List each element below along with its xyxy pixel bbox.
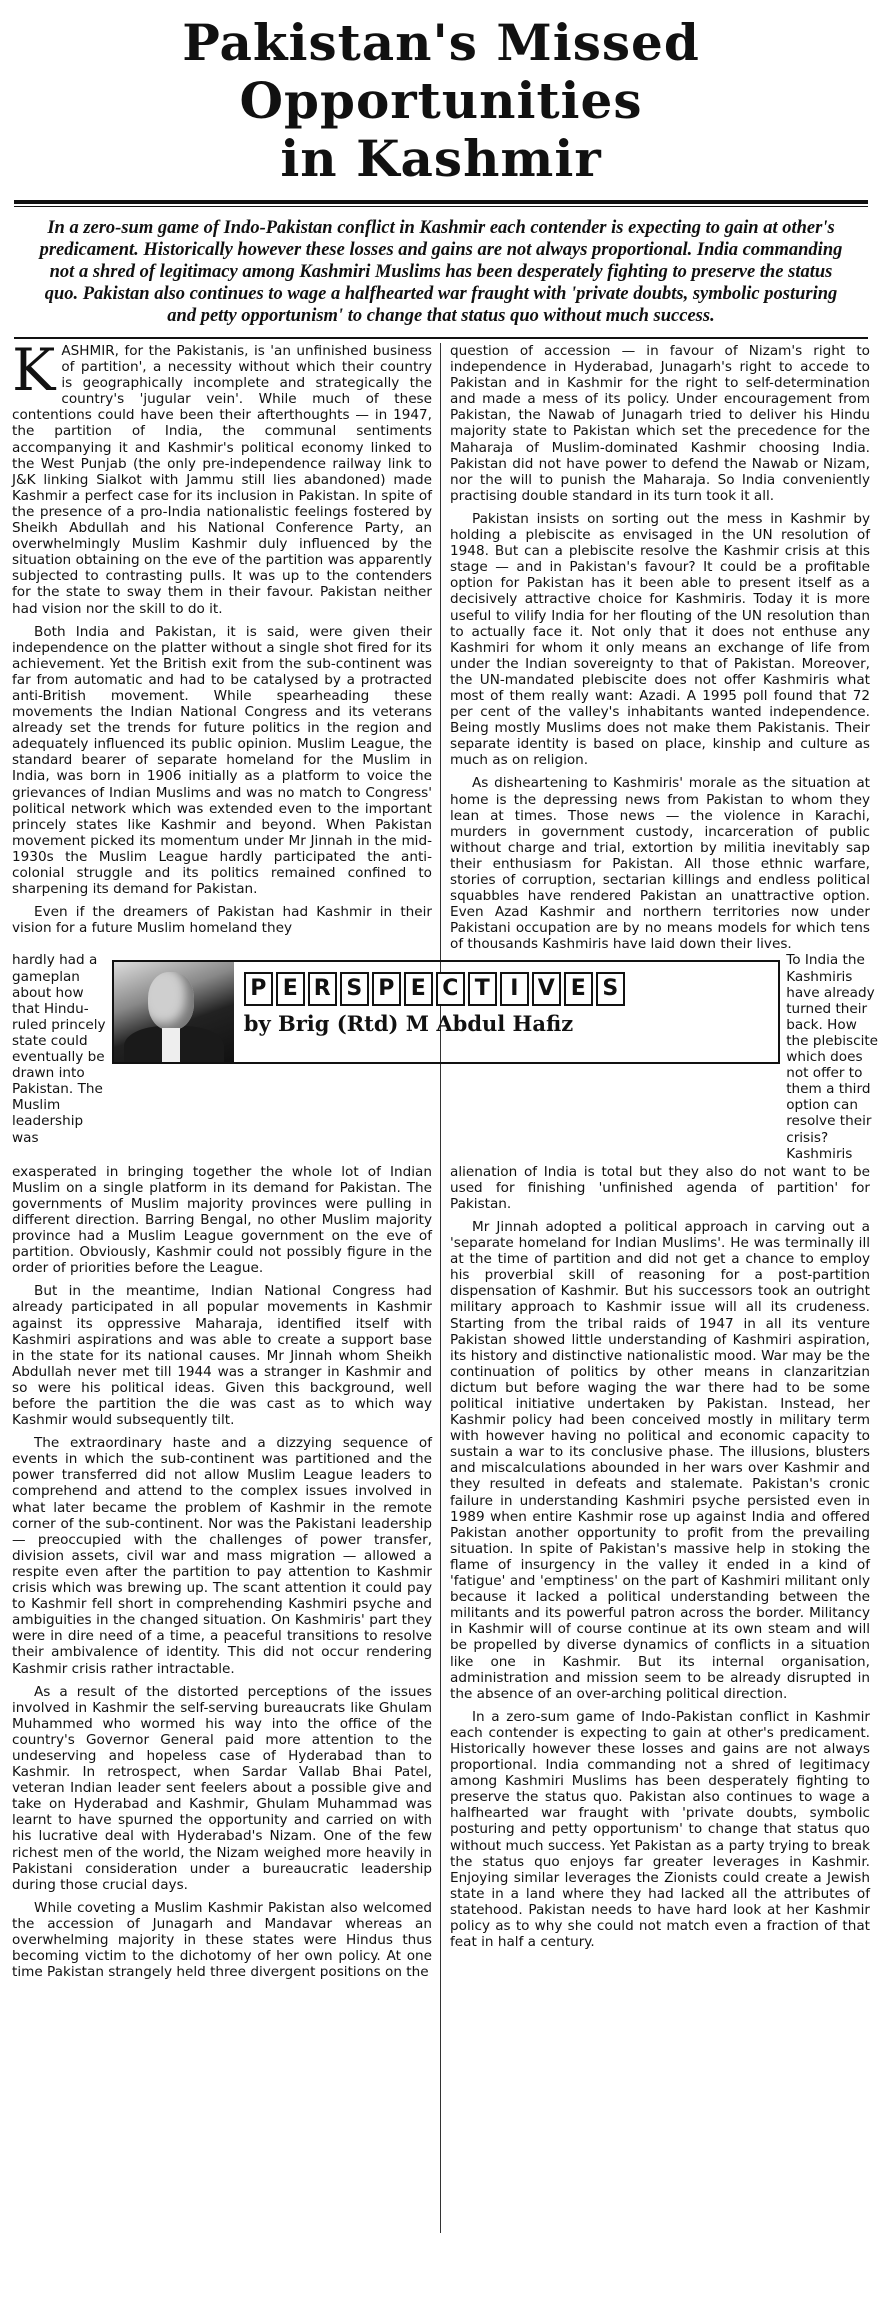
top-rule	[14, 200, 868, 204]
perspectives-content	[234, 962, 778, 1062]
perspectives-box	[112, 960, 780, 1064]
author-byline: by Brig (Rtd) M Abdul Hafiz	[243, 1011, 574, 1037]
perspectives-label	[244, 972, 778, 1006]
perspectives-row	[12, 952, 882, 1161]
perspectives-letter: I	[500, 972, 529, 1006]
standfirst-rule	[14, 337, 868, 339]
perspectives-letter: P	[244, 972, 273, 1006]
left-paragraph-6: As a result of the distorted perceptions of the issues involved in Kashmir the self-serving bureaucrats like Ghulam Muhammed who wormed his way into the office of the country's Governor General paid more attention to the undeserving and hopeless case of Hyderabad than to Kashmir. In retrospect, when Sardar Vallab Bhai Patel, veteran Indian leader sent feelers about a possible give and take on Hyderabad and Kashmir, Ghulam Muhammad was learnt to have spurned the opportunity and carried on with his lucrative deal with Hyderabad's Nizam. One of the few richest men of the world, the Nizam weighed more heavily in Pakistani consideration under a bureaucratic leadership during those crucial days.	[12, 1683, 432, 1893]
left-paragraph-4: But in the meantime, Indian National Congress had already participated in all popular movements in Kashmir against its oppressive Maharaja, identified itself with Kashmiri aspirations and was able to create a support base in the state for its national causes. Mr Jinnah whom Sheikh Abdullah never met till 1944 was a stranger in Kashmir and so were his political ideas. Given this background, well before the partition the die was cast as to which way Kashmir would subsequently tilt.	[12, 1283, 432, 1429]
right-paragraph-4b: alienation of India is total but they also do not want to be used for finishing 'unfinished agenda of partition' for Pakistan.	[450, 1163, 870, 1212]
perspectives-letter: C	[436, 972, 465, 1006]
perspectives-letter: R	[308, 972, 337, 1006]
headline-line-2: Opportunities	[239, 71, 643, 130]
perspectives-letter: E	[564, 972, 593, 1006]
perspectives-letter: P	[372, 972, 401, 1006]
perspectives-letter: T	[468, 972, 497, 1006]
lower-columns	[12, 1164, 870, 1988]
right-paragraph-3: As disheartening to Kashmiris' morale as the situation at home is the depressing news from Pakistan to whom they lean at times. Those news — the violence in Karachi, murders in government custody, incarceration of public without charge and trial, extortion by militia inevitably sap their enthusiasm for Pakistan. All those ethnic warfare, stories of corruption, sectarian killings and endless political squabbles have rendered Pakistan an unattractive option. Even Azad Kashmir and northern territories now under Pakistani occupation are by no means models for which tens of thousands Kashmiris have laid down their lives.	[450, 775, 870, 953]
headline	[131, 0, 751, 188]
perspectives-letter: V	[532, 972, 561, 1006]
left-column-lower	[12, 1164, 432, 1988]
right-side-text: To India the Kashmiris have already turned their back. How the plebiscite which does not offer to them a third option can resolve their crisis? Kashmiris	[786, 952, 879, 1162]
left-paragraph-7: While coveting a Muslim Kashmir Pakistan also welcomed the accession of Junagarh and Mandavar whereas an overwhelming majority in these states were Hindus thus becoming victim to the dichotomy of her own policy. At one time Pakistan strangely held three divergent positions on the	[12, 1899, 432, 1981]
right-column-upper	[450, 343, 870, 952]
perspectives-letter: S	[340, 972, 369, 1006]
right-paragraph-2: Pakistan insists on sorting out the mess in Kashmir by holding a plebiscite as envisaged in the UN resolution of 1948. But can a plebiscite resolve the Kashmir crisis at this stage — and in Pakistan's favour? It could be a profitable option for Pakistan has it been able to present itself as a decisively attractive choice for Kashmiris. Today it is more useful to vilify India for her flouting of the UN resolution than to actually face it. Not only that it does not enthuse any Kashmiri for whom it only means an exchange of life from under the Indian sovereignty to that of Pakistan. Moreover, the UN-mandated plebiscite does not offer Kashmiris what most of them really want: Azadi. A 1995 poll found that 72 per cent of the valley's inhabitants wanted independence. Being mostly Muslims does not make them Pakistanis. Their separate identity is based on place, kinship and culture as much as on religion.	[450, 510, 870, 769]
top-rule-thin	[14, 206, 868, 207]
left-paragraph-5: The extraordinary haste and a dizzying sequence of events in which the sub-continent was partitioned and the power transferred did not allow Muslim League leaders to comprehend and attend to the complex issues involved in what later became the problem of Kashmir in the remote corner of the sub-continent. Nor was the Pakistani leadership — preoccupied with the challenges of power transfer, division assets, civil war and mass migration — allowed a respite even after the partition to pay attention to Kashmir crisis which was brewing up. The scant attention it could pay to Kashmir fell short in comprehending Kashmiri psyche and ambiguities in the changed situation. On Kashmiris' part they were in dire need of a time, a peaceful transitions to resolve their ambivalence of identity. This did not occur rendering Kashmir crisis rather intractable.	[12, 1435, 432, 1677]
standfirst: In a zero-sum game of Indo-Pakistan conflict in Kashmir each contender is expecting to gain at other's predicament. Historically however these losses and gains are not always proportional. India commanding not a shred of legitimacy among Kashmiri Muslims has been desperately fighting to preserve the status quo. Pakistan also continues to wage a halfhearted war fraught with 'private doubts, symbolic posturing and petty opportunism' to change that status quo without much success.	[39, 218, 843, 326]
perspectives-letter: E	[276, 972, 305, 1006]
left-side-text: hardly had a gameplan about how that Hindu-ruled princely state could eventually be drawn into Pakistan. The Muslim leadership was	[12, 952, 106, 1146]
left-paragraph-1: KASHMIR, for the Pakistanis, is 'an unfinished business of partition', a necessity without which their country is geographically incomplete and strategically the country's 'jugular vein'. While much of these contentions could have been their afterthoughts — in 1947, the partition of India, the communal sentiments accompanying it and Kashmir's political economy linked to the West Punjab (the only pre-independence railway link to J&K linking Sialkot with Jammu still lies abandoned) made Kashmir a perfect case for its inclusion in Pakistan. In spite of the presence of a pro-India nationalistic feelings fostered by Sheikh Abdullah and his National Conference Party, an overwhelmingly Muslim Kashmir duly influenced by the situation obtaining on the eve of the partition was apparently subjected to contrasting pulls. It was up to the contenders for the state to sway them in their favour. Pakistan neither had vision nor the skill to do it.	[12, 336, 432, 617]
right-paragraph-5: Mr Jinnah adopted a political approach in carving out a 'separate homeland for Indian Muslims'. He was terminally ill at the time of partition and did not get a chance to employ his proverbial skill of reasoning for a post-partition dispensation of Kashmir. But his successors took an outright military approach to Kashmir issue will all its crudeness. Starting from the tribal raids of 1947 in all its venture Pakistan showed little understanding of Kashmiri aspiration, its history and distinctive nationalistic mood. War may be the continuation of politics by other means in clanzaritzian dictum but before waging the war there had to be some political initiative undertaken by Pakistan. Instead, her Kashmir policy had been conceived mostly in military term with however having no political and economic capacity to sustain a war to its conclusive phase. The illusions, blusters and miscalculations abounded in her wars over Kashmir and they resulted in defeats and stalemate. Pakistan's cronic failure in understanding Kashmiri psyche persisted even in 1989 when entire Kashmir rose up against India and offered Pakistan another opportunity to profit from the prevailing situation. In spite of Pakistan's massive help in stoking the flame of insurgency in the valley it ended in a kind of 'fatigue' and 'emptiness' on the part of Kashmiri militant only because it lacked a political understanding between the militants and its powerful patron across the border. Militancy in Kashmir will of course continue at its own steam and will be propelled by diverse dynamics of conflicts in a situation like one in Kashmir. But its internal organisation, administration and mission seem to be already disrupted in the absence of an over-arching political direction.	[450, 1218, 870, 1702]
upper-columns	[12, 336, 870, 953]
left-column-upper	[12, 336, 432, 952]
drop-cap: K	[12, 336, 56, 404]
right-column-lower	[450, 1164, 870, 1988]
author-photo	[114, 962, 234, 1062]
perspectives-letter: E	[404, 972, 433, 1006]
perspectives-letter: S	[596, 972, 625, 1006]
right-paragraph-6: In a zero-sum game of Indo-Pakistan conflict in Kashmir each contender is expecting to gain at other's predicament. Historically however these losses and gains are not always proportional. India commanding not a shred of legitimacy among Kashmiri Muslims has been desperately fighting to preserve the status quo. Pakistan also continues to wage a halfhearted war fraught with 'private doubts, symbolic posturing and petty opportunism' to change that status quo without much success. Yet Pakistan as a party trying to break the status quo enjoys far greater leverages in Kashmir. Enjoying similar leverages the Zionists could create a Jewish state in a land where they had lacked all the attributes of statehood. Pakistan needs to have hard look at her Kashmir policy as to why she could not match even a fraction of that feat in half a century.	[450, 1708, 870, 1951]
left-paragraph-3b: exasperated in bringing together the whole lot of Indian Muslim on a single platform in its demand for Pakistan. The governments of Muslim majority provinces were pulling in different direction. Barring Bengal, no other Muslim majority province had a Muslim League government on the eve of partition. Obviously, Kashmir could not possibly figure in the order of priorities before the League.	[12, 1163, 432, 1277]
left-paragraph-3a: Even if the dreamers of Pakistan had Kashmir in their vision for a future Muslim homeland they	[12, 904, 432, 937]
left-paragraph-2: Both India and Pakistan, it is said, were given their independence on the platter without a single shot fired for its achievement. Yet the British exit from the sub-continent was far from automatic and had to be catalysed by a protracted anti-British movement. While spearheading these movements the Indian National Congress and its veterans already set the trends for future politics in the region and adequately influenced its public opinion. Muslim League, the standard bearer of separate homeland for the Muslim in India, was born in 1906 initially as a platform to voice the grievances of Indian Muslims and was no match to Congress' political network which was extended even to the important princely states like Kashmir and beyond. When Pakistan movement picked its momentum under Mr Jinnah in the mid-1930s the Muslim League hardly participated the anti-colonial struggle and its politics remained confined to sharpening its demand for Pakistan.	[12, 623, 432, 898]
headline-line-3: in Kashmir	[280, 129, 602, 188]
right-paragraph-1: question of accession — in favour of Nizam's right to independence in Hyderabad, Junagarh's right to accede to Pakistan and in Kashmir for the right to self-determination and made a mess of its policy. Under encouragement from Pakistan, the Nawab of Junagarh tried to deliver his Hindu majority state to Pakistan which set the precedence for the Maharaja of Muslim-dominated Kashmir choosing India. Pakistan did not have power to defend the Nawab or Nizam, nor the will to punish the Maharaja. So India conveniently practising double standard in its turn took it all.	[450, 343, 870, 504]
headline-line-1: Pakistan's Missed	[182, 13, 700, 72]
